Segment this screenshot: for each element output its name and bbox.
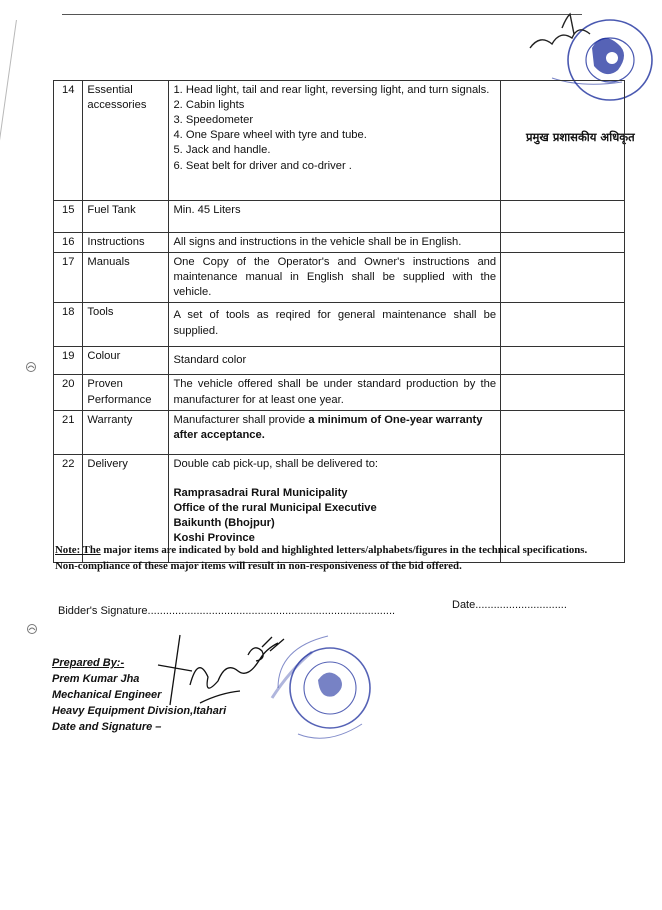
table-row bbox=[54, 81, 625, 201]
row-number: 19 bbox=[54, 347, 83, 375]
spec-cell: The vehicle offered shall be under standard production by the manufacturer for at least one year. bbox=[169, 375, 501, 410]
spec-cell: A set of tools as reqired for general maintenance shall be supplied. bbox=[169, 303, 501, 347]
response-cell bbox=[501, 347, 625, 375]
response-cell bbox=[501, 201, 625, 233]
note-lead: Note: The bbox=[55, 544, 101, 556]
table-row bbox=[54, 233, 625, 253]
table-row bbox=[54, 303, 625, 347]
note-line-2: Non-compliance of these major items will result in non-responsiveness of the bid offered. bbox=[55, 559, 462, 572]
bidder-signature-line: Bidder's Signature................................................................................. bbox=[58, 605, 396, 617]
row-number: 16 bbox=[54, 233, 83, 253]
spec-line: 1. Head light, tail and rear light, reversing light, and turn signals. bbox=[173, 84, 490, 96]
delivery-address-line: Koshi Province bbox=[173, 532, 255, 545]
spec-cell: All signs and instructions in the vehicle shall be in English. bbox=[169, 233, 501, 253]
item-name: Manuals bbox=[83, 253, 169, 303]
punch-hole-mark bbox=[25, 361, 37, 373]
row-number: 14 bbox=[54, 81, 83, 201]
item-name: Proven Performance bbox=[83, 375, 169, 410]
spec-line: 3. Speedometer bbox=[173, 114, 254, 127]
table-row bbox=[54, 253, 625, 303]
chief-administrative-officer-label: प्रमुख प्रशासकीय अधिकृत bbox=[526, 130, 635, 144]
table-row bbox=[54, 410, 625, 454]
table-row bbox=[54, 201, 625, 233]
delivery-address-line: Baikunth (Bhojpur) bbox=[173, 516, 275, 529]
spec-line: 6. Seat belt for driver and co-driver . bbox=[173, 159, 352, 172]
specification-table bbox=[53, 80, 625, 563]
delivery-address-line: Office of the rural Municipal Executive bbox=[173, 501, 377, 514]
warranty-bold-text: a minimum of One-year warranty after acceptance. bbox=[173, 413, 483, 441]
row-number: 22 bbox=[54, 454, 83, 562]
top-rule bbox=[62, 14, 582, 15]
warranty-text: Manufacturer shall provide bbox=[173, 413, 309, 426]
note-line-1: major items are indicated by bold and highlighted letters/alphabets/figures in the technical specifications. bbox=[100, 544, 588, 556]
note-paragraph bbox=[55, 543, 635, 574]
spec-line: 4. One Spare wheel with tyre and tube. bbox=[173, 129, 367, 142]
response-cell bbox=[501, 233, 625, 253]
spec-line: 5. Jack and handle. bbox=[173, 144, 271, 157]
date-and-signature: Date and Signature – bbox=[52, 721, 162, 734]
preparer-division: Heavy Equipment Division,Itahari bbox=[52, 705, 227, 718]
preparer-title: Mechanical Engineer bbox=[52, 689, 162, 702]
table-row bbox=[54, 347, 625, 375]
row-number: 17 bbox=[54, 253, 83, 303]
table-row bbox=[54, 375, 625, 410]
item-name: Colour bbox=[83, 347, 169, 375]
date-line: Date.............................. bbox=[452, 599, 567, 611]
punch-hole-mark bbox=[26, 623, 38, 635]
delivery-text: Double cab pick-up, shall be delivered to: bbox=[173, 457, 379, 470]
prepared-by-header: Prepared By:- bbox=[52, 657, 125, 669]
response-cell bbox=[501, 81, 625, 201]
row-number: 18 bbox=[54, 303, 83, 347]
response-cell bbox=[501, 253, 625, 303]
item-name: Tools bbox=[83, 303, 169, 347]
row-number: 15 bbox=[54, 201, 83, 233]
spec-cell: Standard color bbox=[169, 347, 501, 375]
item-name: Delivery bbox=[83, 454, 169, 562]
preparer-name: Prem Kumar Jha bbox=[52, 673, 140, 686]
delivery-address-line: Ramprasadrai Rural Municipality bbox=[173, 486, 348, 499]
spec-cell: Min. 45 Liters bbox=[169, 201, 501, 233]
item-name: Instructions bbox=[83, 233, 169, 253]
response-cell bbox=[501, 375, 625, 410]
item-name: Warranty bbox=[83, 410, 169, 454]
row-number: 21 bbox=[54, 410, 83, 454]
response-cell bbox=[501, 303, 625, 347]
spec-line: 2. Cabin lights bbox=[173, 99, 245, 112]
response-cell bbox=[501, 410, 625, 454]
spec-cell bbox=[169, 410, 501, 454]
spec-cell bbox=[169, 81, 501, 201]
row-number: 20 bbox=[54, 375, 83, 410]
item-name: Fuel Tank bbox=[83, 201, 169, 233]
item-name: Essential accessories bbox=[83, 81, 169, 201]
spec-cell: One Copy of the Operator's and Owner's instructions and maintenance manual in English shall be supplied with the vehicle. bbox=[169, 253, 501, 303]
division-office-stamp bbox=[268, 628, 388, 748]
